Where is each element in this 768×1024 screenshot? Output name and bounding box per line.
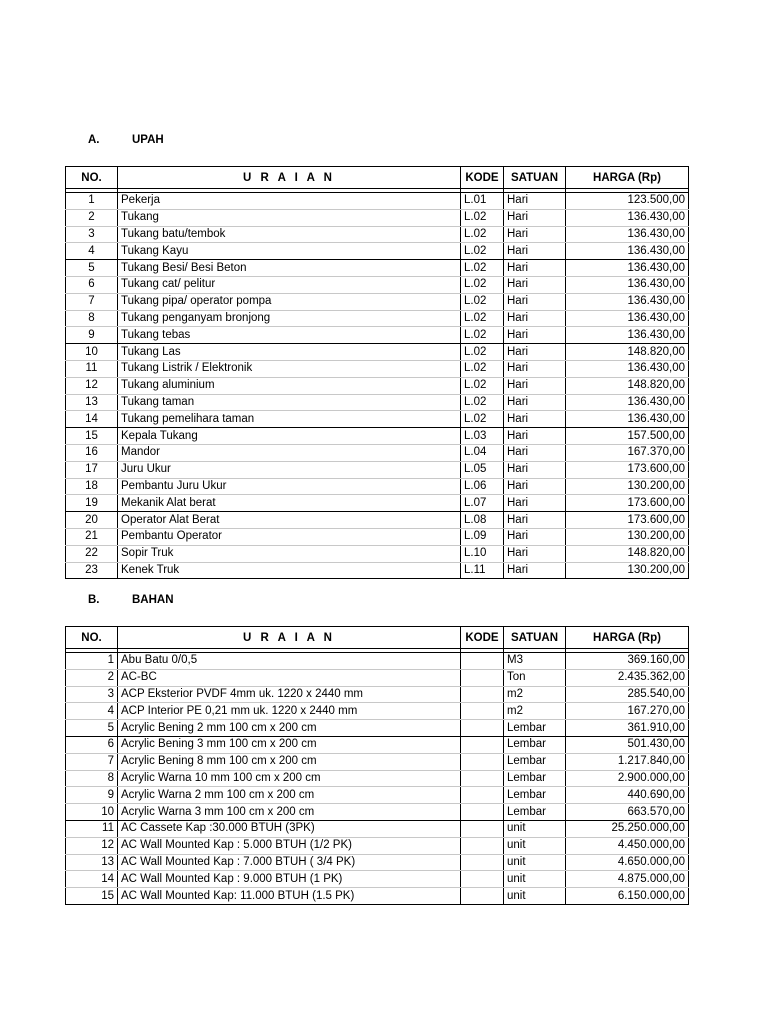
cell-kode: L.11 bbox=[461, 562, 504, 579]
cell-harga: 25.250.000,00 bbox=[566, 820, 689, 837]
cell-uraian: ACP Eksterior PVDF 4mm uk. 1220 x 2440 mm bbox=[118, 686, 461, 703]
cell-harga: 361.910,00 bbox=[566, 720, 689, 737]
cell-no: 11 bbox=[66, 360, 118, 377]
cell-kode: L.02 bbox=[461, 344, 504, 361]
table-row bbox=[66, 787, 689, 804]
cell-no: 8 bbox=[66, 310, 118, 327]
cell-satuan: Lembar bbox=[504, 804, 566, 821]
cell-harga: 136.430,00 bbox=[566, 226, 689, 243]
table-row bbox=[66, 653, 689, 670]
cell-no: 1 bbox=[66, 653, 118, 670]
table-row bbox=[66, 428, 689, 445]
cell-harga: 130.200,00 bbox=[566, 562, 689, 579]
cell-satuan: Hari bbox=[504, 276, 566, 293]
table-header-row bbox=[66, 627, 689, 649]
cell-uraian: Tukang tebas bbox=[118, 327, 461, 344]
cell-no: 13 bbox=[66, 394, 118, 411]
cell-satuan: Lembar bbox=[504, 787, 566, 804]
section-a-letter: A. bbox=[88, 134, 100, 146]
section-a-heading bbox=[88, 134, 164, 146]
section-a-title: UPAH bbox=[132, 134, 164, 146]
cell-no: 23 bbox=[66, 562, 118, 579]
cell-no: 4 bbox=[66, 243, 118, 260]
cell-harga: 173.600,00 bbox=[566, 512, 689, 529]
cell-satuan: Hari bbox=[504, 360, 566, 377]
cell-kode bbox=[461, 837, 504, 854]
cell-kode bbox=[461, 753, 504, 770]
table-row bbox=[66, 720, 689, 737]
cell-uraian: ACP Interior PE 0,21 mm uk. 1220 x 2440 mm bbox=[118, 703, 461, 720]
cell-kode: L.08 bbox=[461, 512, 504, 529]
cell-satuan: m2 bbox=[504, 703, 566, 720]
bahan-table-body bbox=[66, 649, 689, 905]
table-row bbox=[66, 444, 689, 461]
cell-uraian: Tukang Las bbox=[118, 344, 461, 361]
cell-kode bbox=[461, 854, 504, 871]
cell-kode bbox=[461, 820, 504, 837]
table-row bbox=[66, 377, 689, 394]
cell-kode: L.04 bbox=[461, 444, 504, 461]
cell-harga: 2.435.362,00 bbox=[566, 669, 689, 686]
cell-satuan: Hari bbox=[504, 327, 566, 344]
table-row bbox=[66, 686, 689, 703]
table-row bbox=[66, 209, 689, 226]
cell-no: 15 bbox=[66, 888, 118, 905]
table-row bbox=[66, 820, 689, 837]
header-harga: HARGA (Rp) bbox=[566, 627, 689, 649]
cell-kode: L.02 bbox=[461, 293, 504, 310]
table-row bbox=[66, 344, 689, 361]
cell-kode bbox=[461, 669, 504, 686]
header-no: NO. bbox=[66, 627, 118, 649]
cell-satuan: unit bbox=[504, 871, 566, 888]
cell-satuan: Hari bbox=[504, 226, 566, 243]
cell-harga: 123.500,00 bbox=[566, 193, 689, 210]
section-b-heading bbox=[88, 594, 174, 606]
cell-no: 7 bbox=[66, 753, 118, 770]
cell-harga: 663.570,00 bbox=[566, 804, 689, 821]
cell-no: 2 bbox=[66, 669, 118, 686]
section-b-title: BAHAN bbox=[132, 594, 174, 606]
cell-harga: 136.430,00 bbox=[566, 209, 689, 226]
cell-uraian: Tukang taman bbox=[118, 394, 461, 411]
cell-uraian: AC-BC bbox=[118, 669, 461, 686]
cell-satuan: Hari bbox=[504, 394, 566, 411]
table-row bbox=[66, 854, 689, 871]
cell-no: 10 bbox=[66, 804, 118, 821]
cell-uraian: Acrylic Bening 2 mm 100 cm x 200 cm bbox=[118, 720, 461, 737]
table-row bbox=[66, 243, 689, 260]
table-header-row bbox=[66, 167, 689, 189]
cell-harga: 4.650.000,00 bbox=[566, 854, 689, 871]
cell-kode: L.02 bbox=[461, 394, 504, 411]
table-row bbox=[66, 394, 689, 411]
cell-kode: L.02 bbox=[461, 226, 504, 243]
cell-kode: L.02 bbox=[461, 276, 504, 293]
cell-no: 3 bbox=[66, 226, 118, 243]
table-row bbox=[66, 193, 689, 210]
cell-satuan: Hari bbox=[504, 512, 566, 529]
cell-uraian: Operator Alat Berat bbox=[118, 512, 461, 529]
cell-satuan: Lembar bbox=[504, 736, 566, 753]
cell-harga: 2.900.000,00 bbox=[566, 770, 689, 787]
cell-uraian: AC Wall Mounted Kap: 11.000 BTUH (1.5 PK) bbox=[118, 888, 461, 905]
cell-kode: L.02 bbox=[461, 209, 504, 226]
cell-no: 4 bbox=[66, 703, 118, 720]
cell-harga: 130.200,00 bbox=[566, 478, 689, 495]
cell-satuan: Hari bbox=[504, 562, 566, 579]
cell-uraian: Tukang penganyam bronjong bbox=[118, 310, 461, 327]
cell-no: 19 bbox=[66, 495, 118, 512]
cell-satuan: Hari bbox=[504, 528, 566, 545]
upah-table-body bbox=[66, 189, 689, 579]
cell-kode: L.03 bbox=[461, 428, 504, 445]
cell-kode: L.06 bbox=[461, 478, 504, 495]
cell-kode: L.02 bbox=[461, 360, 504, 377]
table-row bbox=[66, 888, 689, 905]
cell-satuan: Hari bbox=[504, 411, 566, 428]
table-row bbox=[66, 260, 689, 277]
table-row bbox=[66, 669, 689, 686]
cell-harga: 369.160,00 bbox=[566, 653, 689, 670]
cell-no: 10 bbox=[66, 344, 118, 361]
cell-satuan: Hari bbox=[504, 377, 566, 394]
cell-satuan: Hari bbox=[504, 193, 566, 210]
table-row bbox=[66, 360, 689, 377]
cell-satuan: Hari bbox=[504, 293, 566, 310]
table-row bbox=[66, 545, 689, 562]
cell-uraian: Kepala Tukang bbox=[118, 428, 461, 445]
cell-harga: 136.430,00 bbox=[566, 394, 689, 411]
cell-kode bbox=[461, 720, 504, 737]
cell-uraian: Pembantu Juru Ukur bbox=[118, 478, 461, 495]
cell-harga: 130.200,00 bbox=[566, 528, 689, 545]
cell-satuan: unit bbox=[504, 888, 566, 905]
cell-kode bbox=[461, 770, 504, 787]
cell-no: 14 bbox=[66, 411, 118, 428]
cell-kode: L.09 bbox=[461, 528, 504, 545]
cell-no: 5 bbox=[66, 260, 118, 277]
cell-no: 16 bbox=[66, 444, 118, 461]
cell-uraian: Mekanik Alat berat bbox=[118, 495, 461, 512]
table-row bbox=[66, 770, 689, 787]
cell-kode: L.07 bbox=[461, 495, 504, 512]
cell-kode bbox=[461, 804, 504, 821]
cell-uraian: AC Wall Mounted Kap : 9.000 BTUH (1 PK) bbox=[118, 871, 461, 888]
cell-uraian: Acrylic Bening 8 mm 100 cm x 200 cm bbox=[118, 753, 461, 770]
cell-kode: L.02 bbox=[461, 411, 504, 428]
table-row bbox=[66, 753, 689, 770]
cell-no: 9 bbox=[66, 787, 118, 804]
header-no: NO. bbox=[66, 167, 118, 189]
cell-no: 3 bbox=[66, 686, 118, 703]
cell-harga: 167.370,00 bbox=[566, 444, 689, 461]
table-row bbox=[66, 703, 689, 720]
cell-satuan: unit bbox=[504, 820, 566, 837]
cell-uraian: Tukang aluminium bbox=[118, 377, 461, 394]
table-row bbox=[66, 871, 689, 888]
cell-harga: 136.430,00 bbox=[566, 243, 689, 260]
cell-satuan: Lembar bbox=[504, 753, 566, 770]
cell-satuan: Hari bbox=[504, 428, 566, 445]
cell-no: 17 bbox=[66, 461, 118, 478]
cell-kode: L.01 bbox=[461, 193, 504, 210]
cell-uraian: Acrylic Warna 10 mm 100 cm x 200 cm bbox=[118, 770, 461, 787]
cell-kode: L.02 bbox=[461, 327, 504, 344]
bahan-table bbox=[65, 626, 689, 905]
cell-satuan: Hari bbox=[504, 243, 566, 260]
cell-kode: L.10 bbox=[461, 545, 504, 562]
cell-kode bbox=[461, 736, 504, 753]
cell-uraian: AC Wall Mounted Kap : 7.000 BTUH ( 3/4 PK) bbox=[118, 854, 461, 871]
cell-uraian: AC Cassete Kap :30.000 BTUH (3PK) bbox=[118, 820, 461, 837]
header-satuan: SATUAN bbox=[504, 627, 566, 649]
cell-satuan: Hari bbox=[504, 344, 566, 361]
cell-no: 6 bbox=[66, 736, 118, 753]
table-row bbox=[66, 411, 689, 428]
table-row bbox=[66, 736, 689, 753]
cell-kode: L.02 bbox=[461, 310, 504, 327]
cell-no: 14 bbox=[66, 871, 118, 888]
cell-satuan: Hari bbox=[504, 209, 566, 226]
header-uraian: U R A I A N bbox=[118, 167, 461, 189]
cell-satuan: unit bbox=[504, 837, 566, 854]
table-row bbox=[66, 562, 689, 579]
cell-satuan: Lembar bbox=[504, 720, 566, 737]
cell-harga: 440.690,00 bbox=[566, 787, 689, 804]
cell-harga: 148.820,00 bbox=[566, 545, 689, 562]
cell-harga: 148.820,00 bbox=[566, 377, 689, 394]
cell-satuan: M3 bbox=[504, 653, 566, 670]
table-row bbox=[66, 276, 689, 293]
table-row bbox=[66, 804, 689, 821]
cell-kode: L.05 bbox=[461, 461, 504, 478]
table-row bbox=[66, 495, 689, 512]
cell-harga: 157.500,00 bbox=[566, 428, 689, 445]
cell-uraian: Tukang batu/tembok bbox=[118, 226, 461, 243]
cell-kode: L.02 bbox=[461, 243, 504, 260]
cell-harga: 136.430,00 bbox=[566, 276, 689, 293]
cell-uraian: Kenek Truk bbox=[118, 562, 461, 579]
cell-harga: 1.217.840,00 bbox=[566, 753, 689, 770]
header-kode: KODE bbox=[461, 167, 504, 189]
cell-harga: 136.430,00 bbox=[566, 293, 689, 310]
section-b-letter: B. bbox=[88, 594, 100, 606]
cell-harga: 4.875.000,00 bbox=[566, 871, 689, 888]
cell-no: 9 bbox=[66, 327, 118, 344]
cell-harga: 136.430,00 bbox=[566, 411, 689, 428]
cell-no: 13 bbox=[66, 854, 118, 871]
table-row bbox=[66, 226, 689, 243]
cell-harga: 6.150.000,00 bbox=[566, 888, 689, 905]
cell-uraian: Pekerja bbox=[118, 193, 461, 210]
cell-no: 12 bbox=[66, 837, 118, 854]
cell-no: 2 bbox=[66, 209, 118, 226]
header-satuan: SATUAN bbox=[504, 167, 566, 189]
cell-kode bbox=[461, 653, 504, 670]
cell-harga: 148.820,00 bbox=[566, 344, 689, 361]
header-kode: KODE bbox=[461, 627, 504, 649]
cell-satuan: Hari bbox=[504, 478, 566, 495]
cell-harga: 167.270,00 bbox=[566, 703, 689, 720]
cell-harga: 136.430,00 bbox=[566, 360, 689, 377]
cell-uraian: Tukang Besi/ Besi Beton bbox=[118, 260, 461, 277]
table-row bbox=[66, 512, 689, 529]
cell-kode bbox=[461, 703, 504, 720]
cell-uraian: Juru Ukur bbox=[118, 461, 461, 478]
cell-harga: 136.430,00 bbox=[566, 310, 689, 327]
cell-satuan: m2 bbox=[504, 686, 566, 703]
cell-no: 18 bbox=[66, 478, 118, 495]
cell-uraian: AC Wall Mounted Kap : 5.000 BTUH (1/2 PK) bbox=[118, 837, 461, 854]
cell-no: 1 bbox=[66, 193, 118, 210]
cell-no: 21 bbox=[66, 528, 118, 545]
cell-satuan: Hari bbox=[504, 545, 566, 562]
cell-uraian: Acrylic Warna 2 mm 100 cm x 200 cm bbox=[118, 787, 461, 804]
table-row bbox=[66, 310, 689, 327]
table-row bbox=[66, 461, 689, 478]
cell-no: 22 bbox=[66, 545, 118, 562]
table-row bbox=[66, 837, 689, 854]
cell-uraian: Sopir Truk bbox=[118, 545, 461, 562]
cell-no: 11 bbox=[66, 820, 118, 837]
table-row bbox=[66, 478, 689, 495]
cell-satuan: Hari bbox=[504, 310, 566, 327]
cell-harga: 285.540,00 bbox=[566, 686, 689, 703]
cell-no: 6 bbox=[66, 276, 118, 293]
cell-kode bbox=[461, 888, 504, 905]
cell-harga: 501.430,00 bbox=[566, 736, 689, 753]
cell-satuan: Hari bbox=[504, 495, 566, 512]
cell-uraian: Mandor bbox=[118, 444, 461, 461]
cell-uraian: Tukang bbox=[118, 209, 461, 226]
cell-uraian: Tukang cat/ pelitur bbox=[118, 276, 461, 293]
table-row bbox=[66, 293, 689, 310]
cell-no: 20 bbox=[66, 512, 118, 529]
cell-kode bbox=[461, 787, 504, 804]
cell-satuan: Ton bbox=[504, 669, 566, 686]
cell-satuan: Hari bbox=[504, 444, 566, 461]
cell-kode bbox=[461, 871, 504, 888]
cell-harga: 173.600,00 bbox=[566, 495, 689, 512]
table-row bbox=[66, 327, 689, 344]
cell-no: 12 bbox=[66, 377, 118, 394]
cell-harga: 173.600,00 bbox=[566, 461, 689, 478]
cell-no: 5 bbox=[66, 720, 118, 737]
cell-uraian: Abu Batu 0/0,5 bbox=[118, 653, 461, 670]
cell-kode bbox=[461, 686, 504, 703]
cell-kode: L.02 bbox=[461, 260, 504, 277]
cell-no: 15 bbox=[66, 428, 118, 445]
cell-no: 8 bbox=[66, 770, 118, 787]
upah-table bbox=[65, 166, 689, 579]
cell-uraian: Tukang pipa/ operator pompa bbox=[118, 293, 461, 310]
header-harga: HARGA (Rp) bbox=[566, 167, 689, 189]
cell-uraian: Tukang pemelihara taman bbox=[118, 411, 461, 428]
cell-uraian: Pembantu Operator bbox=[118, 528, 461, 545]
cell-uraian: Acrylic Bening 3 mm 100 cm x 200 cm bbox=[118, 736, 461, 753]
cell-uraian: Tukang Kayu bbox=[118, 243, 461, 260]
cell-harga: 136.430,00 bbox=[566, 260, 689, 277]
table-row bbox=[66, 528, 689, 545]
cell-harga: 136.430,00 bbox=[566, 327, 689, 344]
cell-satuan: Hari bbox=[504, 260, 566, 277]
cell-no: 7 bbox=[66, 293, 118, 310]
cell-uraian: Acrylic Warna 3 mm 100 cm x 200 cm bbox=[118, 804, 461, 821]
cell-satuan: Hari bbox=[504, 461, 566, 478]
header-uraian: U R A I A N bbox=[118, 627, 461, 649]
cell-kode: L.02 bbox=[461, 377, 504, 394]
cell-harga: 4.450.000,00 bbox=[566, 837, 689, 854]
cell-satuan: Lembar bbox=[504, 770, 566, 787]
cell-uraian: Tukang Listrik / Elektronik bbox=[118, 360, 461, 377]
cell-satuan: unit bbox=[504, 854, 566, 871]
